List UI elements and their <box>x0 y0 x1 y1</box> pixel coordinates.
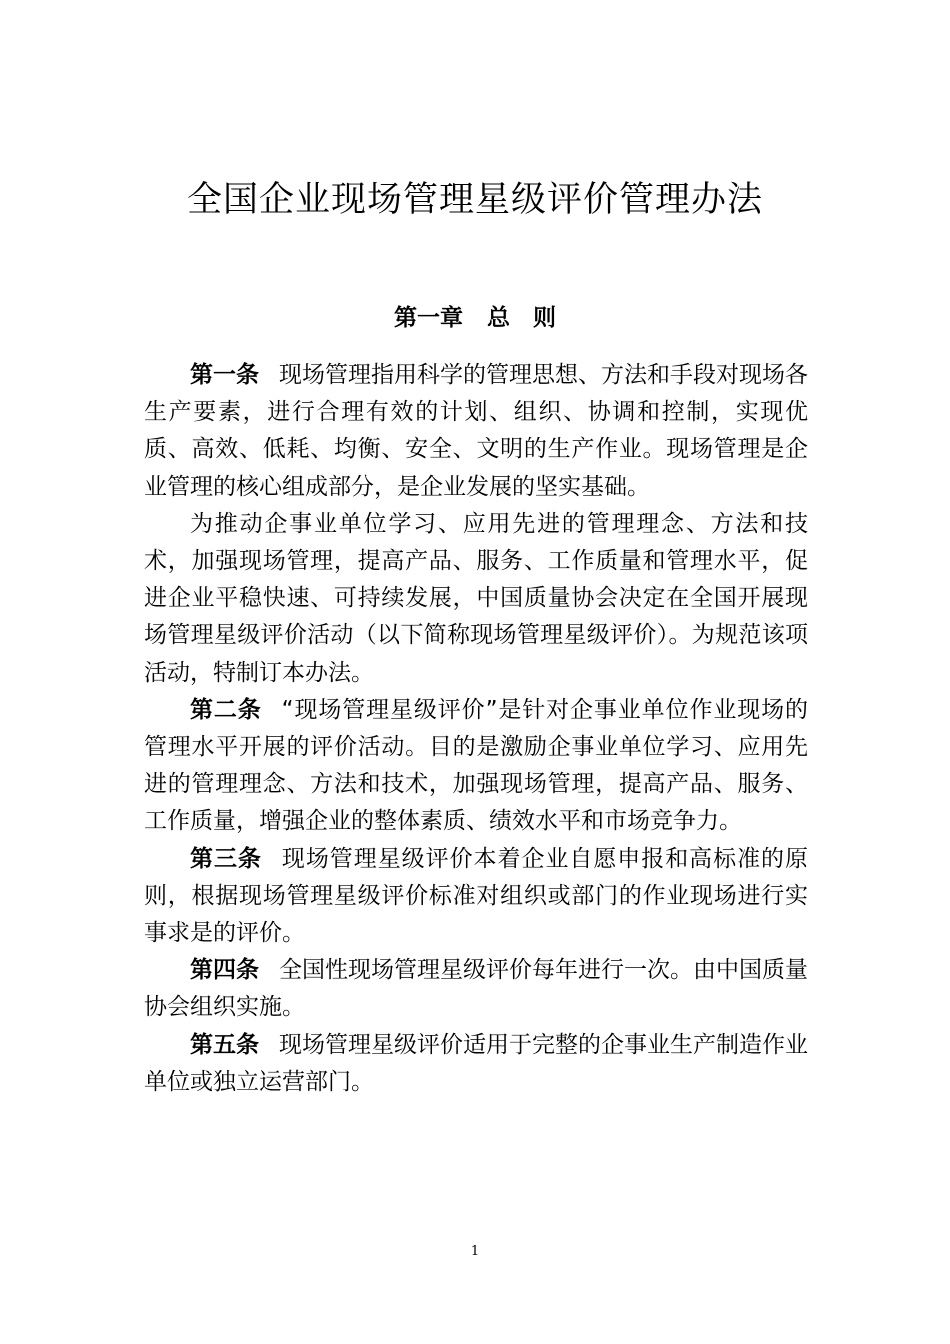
document-title: 全国企业现场管理星级评价管理办法 <box>186 180 763 220</box>
article-text: 全国性现场管理星级评价每年进行一次。由中国质量协会组织实施。 <box>144 957 808 1021</box>
article-5 <box>144 1027 808 1101</box>
chapter-title: 总 则 <box>487 305 556 331</box>
article-text: 为推动企事业单位学习、应用先进的管理理念、方法和技术，加强现场管理，提高产品、服务、工作质量和管理水平，促进企业平稳快速、可持续发展，中国质量协会决定在全国开展现场管理星级评价活动（以下简称现场管理星级评价）。为规范该项活动，特制订本办法。 <box>144 510 808 686</box>
article-2 <box>144 692 808 841</box>
document-body <box>144 357 808 1101</box>
article-label: 第二条 <box>190 696 262 723</box>
article-3 <box>144 841 808 953</box>
page-number: 1 <box>470 1244 480 1259</box>
article-label: 第五条 <box>190 1031 259 1058</box>
article-text: 现场管理星级评价本着企业自愿申报和高标准的原则，根据现场管理星级评价标准对组织或部门的作业现场进行实事求是的评价。 <box>144 845 808 947</box>
article-text: 现场管理星级评价适用于完整的企事业生产制造作业单位或独立运营部门。 <box>144 1031 808 1095</box>
article-4 <box>144 952 808 1026</box>
article-text: “现场管理星级评价”是针对企事业单位作业现场的管理水平开展的评价活动。目的是激励企事业单位学习、应用先进的管理理念、方法和技术，加强现场管理，提高产品、服务、工作质量，增强企业的整体素质、绩效水平和市场竞争力。 <box>144 696 809 835</box>
chapter-number: 第一章 <box>394 305 463 331</box>
article-text: 现场管理指用科学的管理思想、方法和手段对现场各生产要素，进行合理有效的计划、组织、协调和控制，实现优质、高效、低耗、均衡、安全、文明的生产作业。现场管理是企业管理的核心组成部分，是企业发展的坚实基础。 <box>144 362 808 500</box>
article-label: 第一条 <box>190 362 259 388</box>
article-label: 第四条 <box>190 957 259 984</box>
article-label: 第三条 <box>190 845 262 872</box>
article-1 <box>144 357 808 506</box>
article-1-continuation <box>144 506 808 692</box>
chapter-heading <box>0 300 950 336</box>
